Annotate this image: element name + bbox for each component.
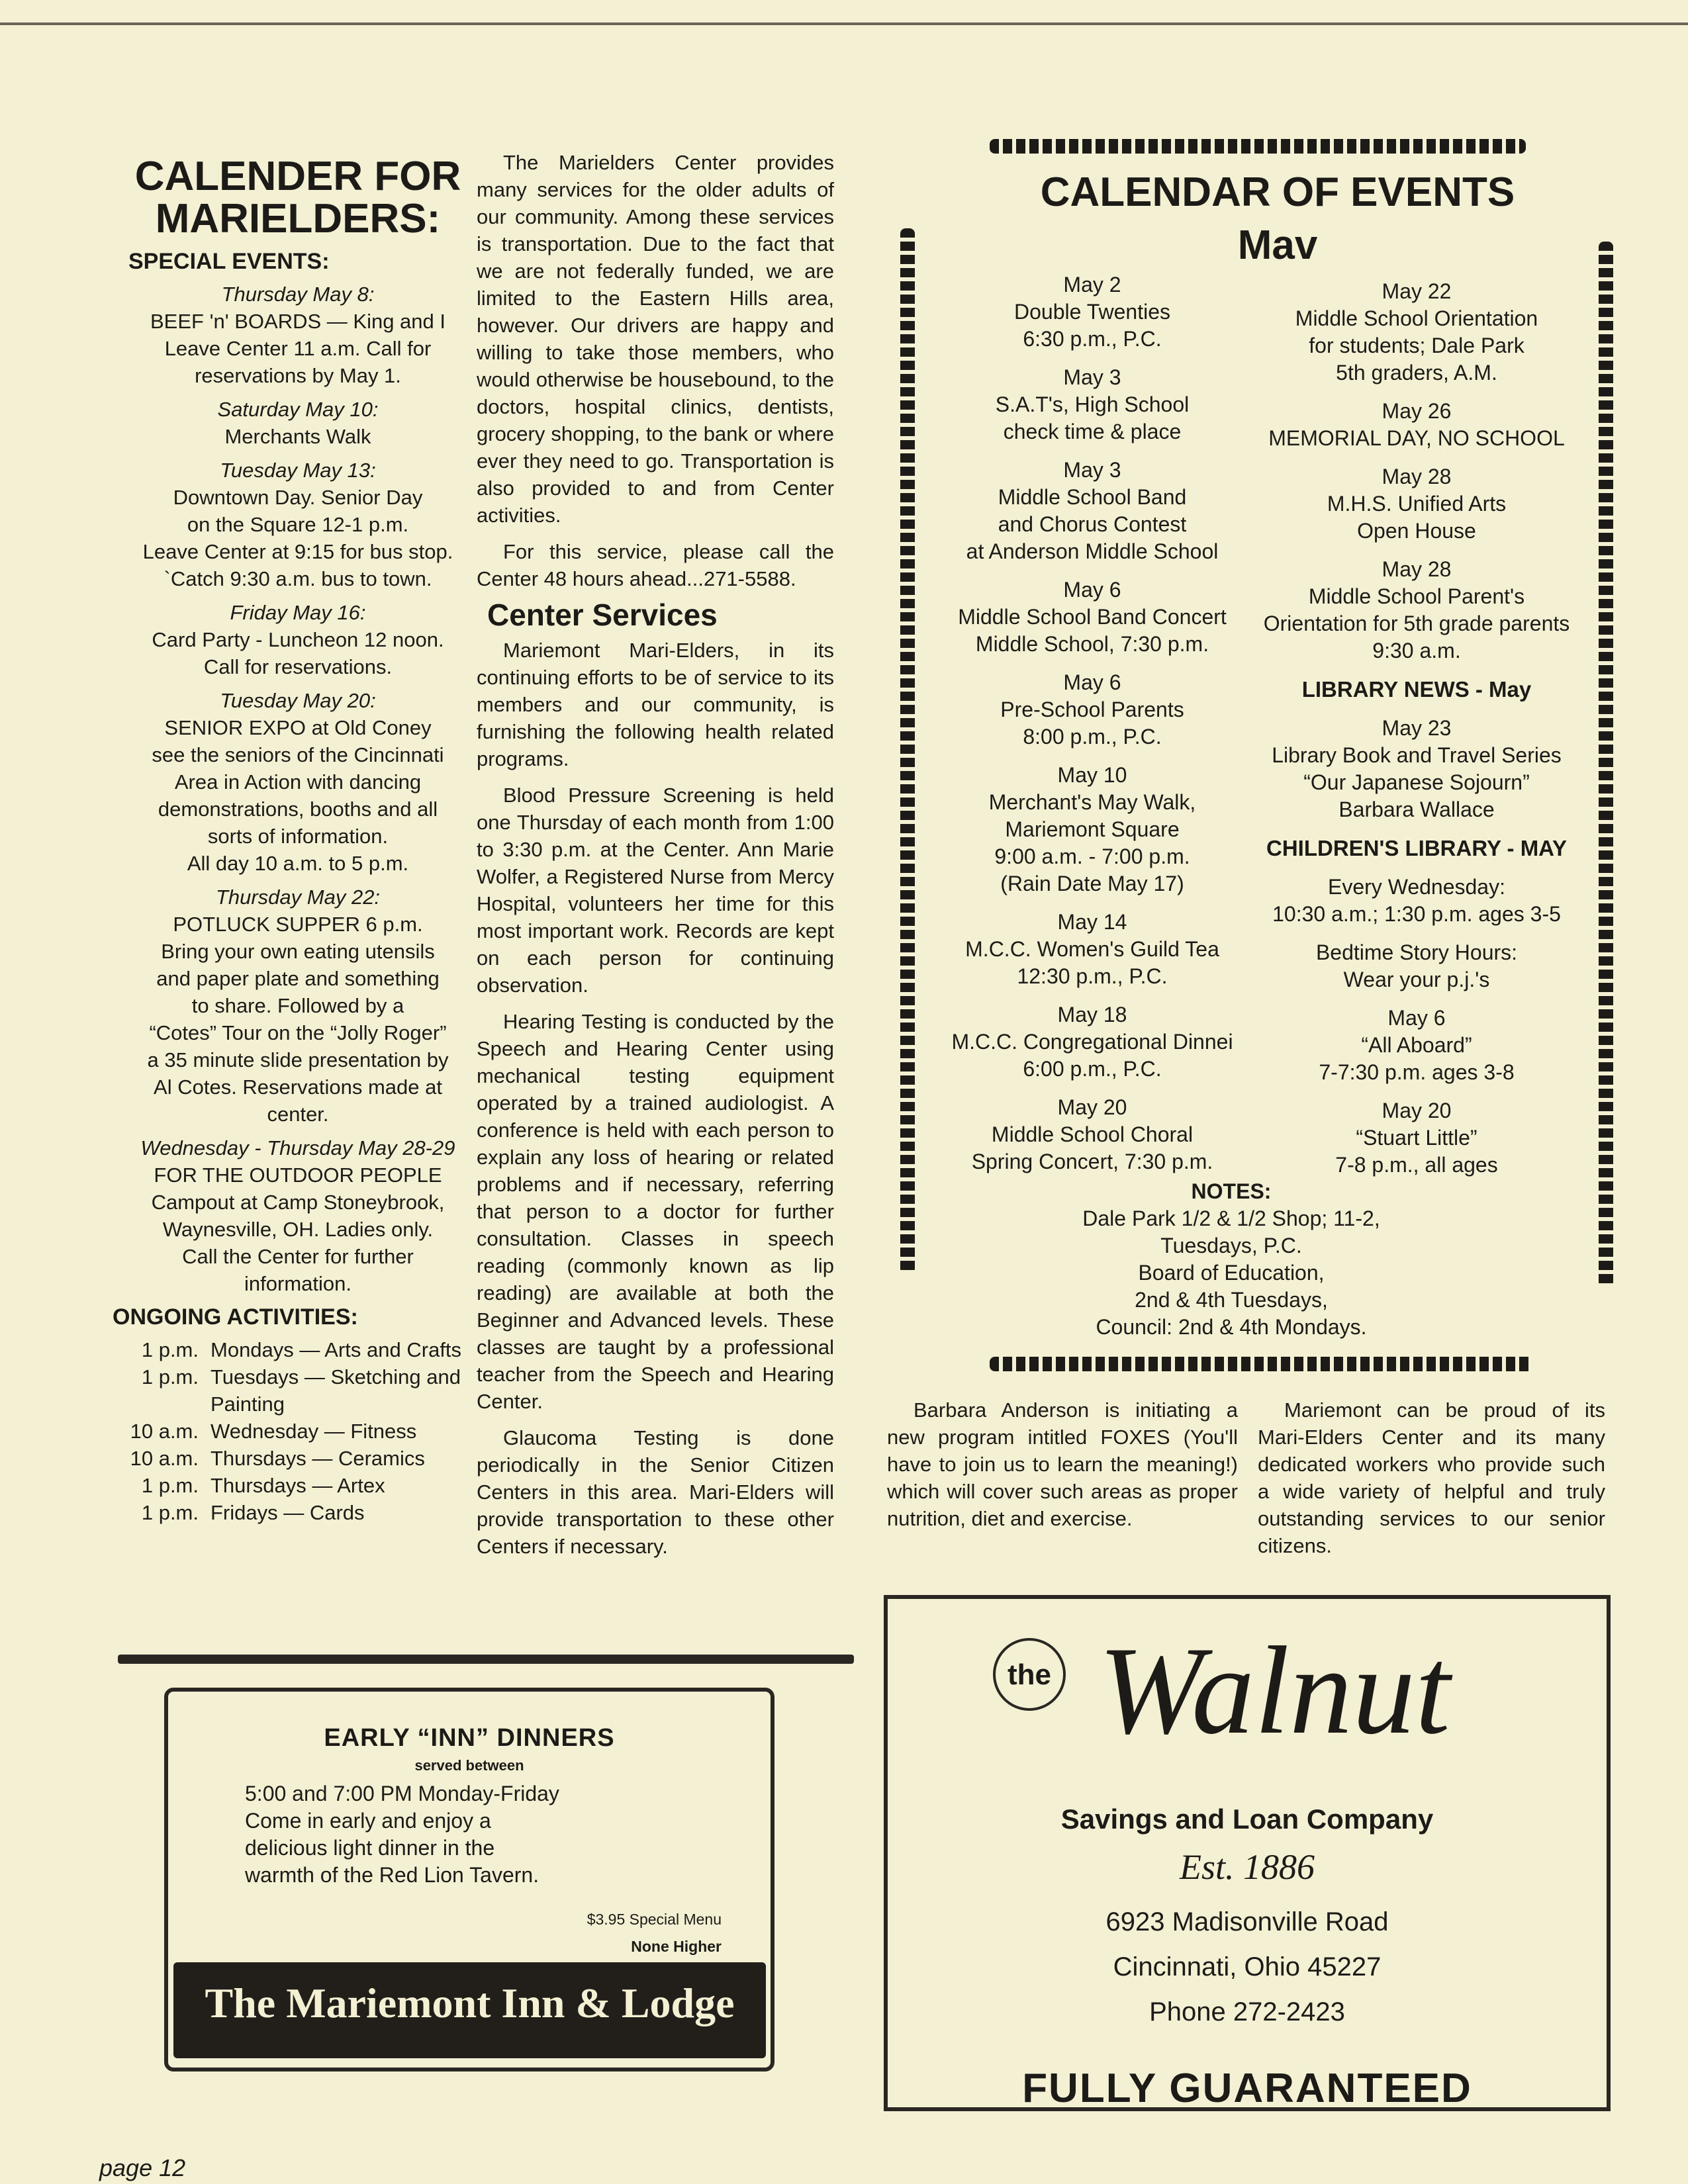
walnut-guarantee: FULLY GUARANTEED [1022, 2066, 1472, 2111]
inn-ad-body [245, 1780, 722, 1889]
calendar-right-column [1244, 278, 1589, 1190]
calendar-event-line: M.C.C. Women's Guild Tea [965, 937, 1219, 961]
calendar-event [920, 271, 1264, 353]
calendar-event-line: 12:30 p.m., P.C. [1017, 964, 1168, 988]
calendar-event-line: May 14 [1057, 910, 1127, 934]
calendar-event-line: 9:30 a.m. [1372, 639, 1461, 662]
event-line: Al Cotes. Reservations made at [154, 1075, 442, 1099]
inn-ad-served: served between [414, 1757, 524, 1774]
calendar-event-line: Middle School Parent's [1308, 584, 1525, 608]
calendar-event [1244, 1005, 1589, 1086]
calendar-event-line: May 6 [1387, 1006, 1446, 1030]
calendar-event [1244, 463, 1589, 545]
blood-pressure-paragraph: Blood Pressure Screening is held one Thursday of each month from 1:00 to 3:30 p.m. at the Center. Ann Marie Wolfer, a Registered Nurse from Mercy Hospital, volunteers her time for this most important work. Records are kept on each person for continuing observation. [477, 784, 834, 997]
event-line: Area in Action with dancing [174, 770, 422, 794]
notes-list [1033, 1205, 1430, 1341]
ongoing-activity: Mondays — Arts and Crafts [211, 1338, 462, 1361]
notes-heading: NOTES: [1191, 1179, 1272, 1203]
calendar-event-line: May 26 [1382, 399, 1452, 423]
calendar-event-line: Bedtime Story Hours: [1315, 940, 1518, 964]
note-line: 2nd & 4th Tuesdays, [1135, 1288, 1328, 1312]
walnut-street: 6923 Madisonville Road [1105, 1907, 1389, 1936]
inn-ad-line: warmth of the Red Lion Tavern. [245, 1863, 539, 1887]
calendar-event-line: M.H.S. Unified Arts [1327, 492, 1507, 516]
ongoing-time: 10 a.m. [130, 1447, 199, 1470]
walnut-wordmark: Walnut [1098, 1621, 1450, 1760]
calendar-event-line: Open House [1357, 519, 1476, 543]
center-services-column [477, 149, 834, 1569]
calendar-event-line: May 23 [1382, 716, 1452, 740]
event-line: Call for reservations. [203, 655, 393, 678]
calendar-event-line: May 18 [1057, 1003, 1127, 1026]
inn-ad-title: EARLY “INN” DINNERS [324, 1724, 615, 1752]
calendar-event-line: Middle School Band [998, 485, 1187, 509]
special-event [113, 457, 483, 592]
calendar-event-line: for students; Dale Park [1309, 334, 1524, 357]
event-line: a 35 minute slide presentation by [147, 1048, 449, 1071]
walnut-city: Cincinnati, Ohio 45227 [1113, 1952, 1382, 1981]
calendar-event-line: May 3 [1063, 458, 1121, 482]
ongoing-row [113, 1472, 483, 1499]
event-line: Card Party - Luncheon 12 noon. [152, 628, 444, 651]
childrens-library-heading: CHILDREN'S LIBRARY - MAY [1266, 836, 1567, 860]
calendar-event [920, 762, 1264, 897]
calendar-event-line: check time & place [1003, 420, 1182, 443]
calendar-event-line: May 3 [1063, 365, 1121, 389]
ongoing-list [113, 1336, 483, 1526]
event-line: POTLUCK SUPPER 6 p.m. [173, 913, 423, 936]
event-line: sorts of information. [207, 825, 389, 848]
star-border-left [900, 228, 915, 1274]
calendar-event-line: May 20 [1382, 1099, 1452, 1122]
note-line: Council: 2nd & 4th Mondays. [1096, 1315, 1367, 1339]
special-event [113, 396, 483, 450]
ongoing-row [113, 1336, 483, 1363]
calendar-event [1244, 556, 1589, 664]
calendar-event [920, 1094, 1264, 1175]
star-border-top [990, 139, 1526, 154]
special-event [113, 884, 483, 1128]
walnut-address [884, 1899, 1611, 2034]
event-line: All day 10 a.m. to 5 p.m. [187, 852, 409, 875]
calendar-notes [1033, 1178, 1430, 1341]
event-line: center. [267, 1103, 329, 1126]
star-border-bottom [990, 1357, 1532, 1371]
library-events [1244, 715, 1589, 823]
inn-ad-line: 5:00 and 7:00 PM Monday-Friday [245, 1782, 559, 1805]
ongoing-row [113, 1445, 483, 1472]
inn-ad-line: Come in early and enjoy a [245, 1809, 491, 1833]
calendar-event-line: Middle School Orientation [1295, 306, 1538, 330]
calendar-event-line: May 2 [1063, 273, 1121, 296]
health-paragraph: Mariemont Mari-Elders, in its continuing efforts to be of service to its members and our community, is furnishing the following health related programs. [477, 639, 834, 770]
calendar-event-line: 9:00 a.m. - 7:00 p.m. [994, 844, 1190, 868]
calendar-event-line: at Anderson Middle School [966, 539, 1219, 563]
ongoing-time: 1 p.m. [141, 1474, 199, 1497]
event-line: FOR THE OUTDOOR PEOPLE [154, 1163, 442, 1187]
ongoing-time: 10 a.m. [130, 1420, 199, 1443]
calendar-event-line: May 28 [1382, 557, 1452, 581]
calendar-event-line: Middle School Band Concert [958, 605, 1227, 629]
calendar-event-line: Spring Concert, 7:30 p.m. [971, 1150, 1213, 1173]
ongoing-time: 1 p.m. [141, 1501, 199, 1524]
calendar-event-line: May 10 [1057, 763, 1127, 787]
event-line: Downtown Day. Senior Day [173, 486, 423, 509]
walnut-phone: Phone 272-2423 [1149, 1997, 1345, 2026]
note-line: Board of Education, [1138, 1261, 1325, 1285]
call-paragraph: For this service, please call the Center 48 hours ahead...271-5588. [477, 540, 834, 590]
calendar-left-column [920, 271, 1264, 1187]
event-line: on the Square 12-1 p.m. [187, 513, 409, 536]
calendar-event-line: May 6 [1063, 670, 1121, 694]
calendar-event [1244, 278, 1589, 387]
calendar-of-events-title: CALENDAR OF EVENTS [1040, 169, 1515, 215]
calendar-event-line: 6:30 p.m., P.C. [1023, 327, 1162, 351]
inn-ad-line: delicious light dinner in the [245, 1836, 495, 1860]
calendar-event [1244, 939, 1589, 993]
inn-ad-price [463, 1906, 722, 1960]
star-border-right [1599, 242, 1613, 1287]
event-date: Friday May 16: [230, 601, 366, 624]
calendar-event-line: (Rain Date May 17) [1000, 872, 1184, 895]
calendar-event-line: Orientation for 5th grade parents [1263, 612, 1570, 635]
calendar-event [1244, 1097, 1589, 1179]
event-line: “Cotes” Tour on the “Jolly Roger” [149, 1021, 447, 1044]
walnut-subtitle: Savings and Loan Company [1060, 1803, 1434, 1835]
calendar-event-line: “All Aboard” [1361, 1033, 1472, 1057]
calendar-event-line: Pre-School Parents [1000, 698, 1184, 721]
ad-divider-rule [118, 1655, 854, 1664]
special-event [113, 1134, 483, 1297]
calendar-event-line: 5th graders, A.M. [1336, 361, 1497, 385]
event-line: `Catch 9:30 a.m. bus to town. [164, 567, 432, 590]
event-line: demonstrations, booths and all [158, 797, 438, 821]
note-line: Dale Park 1/2 & 1/2 Shop; 11-2, [1082, 1206, 1380, 1230]
calendar-event [920, 457, 1264, 565]
event-date: Saturday May 10: [217, 398, 379, 421]
event-line: Waynesville, OH. Ladies only. [162, 1218, 434, 1241]
ongoing-row [113, 1499, 483, 1526]
event-line: Call the Center for further [182, 1245, 414, 1268]
library-news-heading: LIBRARY NEWS - May [1301, 677, 1532, 702]
calendar-event-line: 7-8 p.m., all ages [1335, 1153, 1498, 1177]
calendar-event [920, 669, 1264, 751]
the-circle-logo: the [993, 1638, 1066, 1711]
calendar-event [920, 364, 1264, 445]
transport-paragraph: The Marielders Center provides many services for the older adults of our community. Among these services is transportation. Due to the fact that we are not federally funded, we are limited to the Eastern Hills area, however. Our drivers are happy and willing to take those members, who would otherwise be housebound, to the doctors, hospital clinics, dentists, grocery shopping, to the bank or where ever they need to go. Transportation is also provided to and from Center activities. [477, 151, 834, 527]
calendar-event-line: Wear your p.j.'s [1343, 968, 1490, 991]
calendar-event-line: 10:30 a.m.; 1:30 p.m. ages 3-5 [1272, 902, 1561, 926]
calendar-event-line: 8:00 p.m., P.C. [1023, 725, 1162, 749]
calendar-event-line: 7-7:30 p.m. ages 3-8 [1319, 1060, 1515, 1084]
ongoing-activity: Thursdays — Ceramics [211, 1447, 425, 1470]
calendar-event [920, 1001, 1264, 1083]
event-line: information. [244, 1272, 352, 1295]
calendar-event-line: S.A.T's, High School [995, 392, 1190, 416]
childrens-events [1244, 874, 1589, 1179]
ongoing-row [113, 1418, 483, 1445]
event-line: Merchants Walk [224, 425, 371, 448]
ongoing-time: 1 p.m. [141, 1338, 199, 1361]
special-event [113, 599, 483, 680]
calendar-event-line: 6:00 p.m., P.C. [1023, 1057, 1162, 1081]
event-date: Tuesday May 13: [220, 459, 376, 482]
proud-paragraph: Mariemont can be proud of its Mari-Elders Center and its many dedicated workers who provide such a wide variety of helpful and truly outstanding services to our senior citizens. [1258, 1398, 1605, 1557]
calendar-event-line: May 22 [1382, 279, 1452, 303]
special-event [113, 687, 483, 877]
calendar-event-line: Library Book and Travel Series [1272, 743, 1562, 767]
special-events-list [113, 281, 483, 1297]
calendar-event-line: Merchant's May Walk, [988, 790, 1196, 814]
ongoing-time: 1 p.m. [141, 1365, 199, 1388]
calendar-event-line: M.C.C. Congregational Dinnei [951, 1030, 1233, 1054]
calendar-event-line: May 20 [1057, 1095, 1127, 1119]
walnut-established: Est. 1886 [1179, 1847, 1315, 1887]
inn-name: The Mariemont Inn & Lodge [205, 1979, 735, 2026]
event-date: Tuesday May 20: [220, 689, 376, 712]
event-line: reservations by May 1. [195, 364, 401, 387]
calendar-month: Mav [1237, 222, 1318, 268]
calendar-event-line: “Stuart Little” [1356, 1126, 1477, 1150]
marielders-calendar [113, 156, 483, 1526]
event-line: to share. Followed by a [191, 994, 404, 1017]
event-line: BEEF 'n' BOARDS — King and I [150, 310, 446, 333]
event-line: Leave Center at 9:15 for bus stop. [142, 540, 453, 563]
center-services-heading: Center Services [487, 598, 718, 632]
school-events [1244, 278, 1589, 664]
event-date: Thursday May 22: [215, 886, 381, 909]
calendar-event-line: May 6 [1063, 578, 1121, 602]
ongoing-activity: Tuesdays — Sketching and Painting [211, 1365, 461, 1416]
calendar-event-line: Every Wednesday: [1328, 875, 1505, 899]
calendar-event-line: MEMORIAL DAY, NO SCHOOL [1268, 426, 1565, 450]
ongoing-heading: ONGOING ACTIVITIES: [113, 1304, 358, 1330]
event-line: Campout at Camp Stoneybrook, [151, 1191, 445, 1214]
event-line: and paper plate and something [156, 967, 440, 990]
event-line: SENIOR EXPO at Old Coney [164, 716, 432, 739]
inn-ad-special-menu: $3.95 Special Menu [586, 1911, 722, 1928]
calendar-event-line: “Our Japanese Sojourn” [1303, 770, 1530, 794]
event-line: Leave Center 11 a.m. Call for [164, 337, 432, 360]
foxes-paragraph: Barbara Anderson is initiating a new program intitled FOXES (You'll have to join us to learn the meaning!) which will cover such areas as proper nutrition, diet and exercise. [887, 1398, 1238, 1530]
special-event [113, 281, 483, 389]
page-number: page 12 [99, 2154, 186, 2181]
calendar-event [1244, 398, 1589, 452]
calendar-event [1244, 715, 1589, 823]
note-line: Tuesdays, P.C. [1160, 1234, 1302, 1257]
calendar-event-line: Middle School Choral [991, 1122, 1194, 1146]
ongoing-activity: Thursdays — Artex [211, 1474, 385, 1497]
calendar-event-line: Middle School, 7:30 p.m. [975, 632, 1209, 656]
glaucoma-paragraph: Glaucoma Testing is done periodically in the Senior Citizen Centers in this area. Mari-Elders will provide transportation to these other Centers if necessary. [477, 1426, 834, 1558]
hearing-paragraph: Hearing Testing is conducted by the Speech and Hearing Center using mechanical testing equipment operated by a trained audiologist. A conference is held with each person to explain any loss of hearing or related problems and if necessary, referring that person to a doctor for further consultation. Classes in speech reading (commonly known as lip reading) are available at both the Beginner and Advanced levels. These classes are taught by a professional teacher from the Speech and Hearing Center. [477, 1010, 834, 1413]
calendar-event [1244, 874, 1589, 928]
calendar-event [920, 576, 1264, 658]
special-events-heading: SPECIAL EVENTS: [128, 249, 330, 274]
event-date: Thursday May 8: [221, 283, 375, 306]
event-date: Wednesday - Thursday May 28-29 [140, 1136, 455, 1160]
inn-ad-none-higher: None Higher [631, 1938, 722, 1955]
top-rule [0, 23, 1688, 25]
ongoing-activity: Wednesday — Fitness [211, 1420, 417, 1443]
event-line: Bring your own eating utensils [161, 940, 435, 963]
calendar-event-line: and Chorus Contest [998, 512, 1187, 536]
ongoing-row [113, 1363, 483, 1418]
calendar-event-line: May 28 [1382, 465, 1452, 488]
calendar-event-line: Double Twenties [1014, 300, 1170, 324]
calendar-event-line: Mariemont Square [1005, 817, 1180, 841]
calendar-event-line: Barbara Wallace [1338, 797, 1495, 821]
event-line: see the seniors of the Cincinnati [152, 743, 444, 766]
calendar-title: CALENDER FOR MARIELDERS: [134, 154, 461, 242]
ongoing-activity: Fridays — Cards [211, 1501, 365, 1524]
calendar-event [920, 909, 1264, 990]
